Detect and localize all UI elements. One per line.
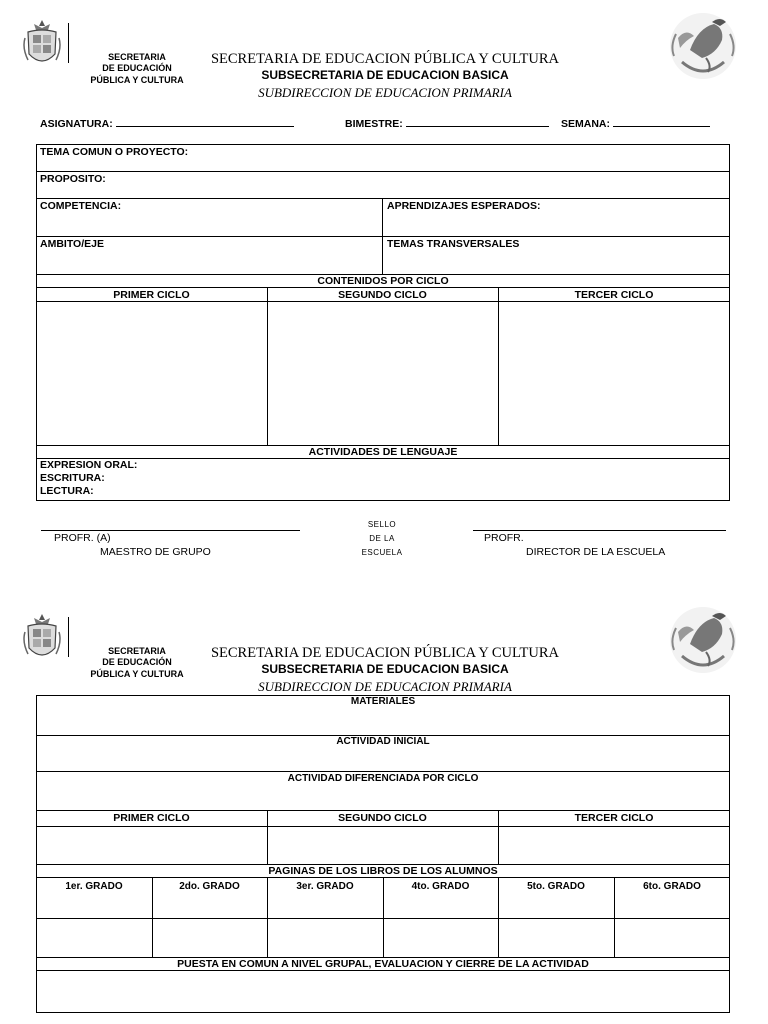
escritura-label: ESCRITURA: (40, 472, 105, 484)
row-divider (36, 970, 730, 971)
grado-5-label: 5to. GRADO (527, 881, 585, 892)
lectura-label: LECTURA: (40, 485, 94, 497)
column-divider (152, 877, 153, 957)
bimestre-label: BIMESTRE: (345, 118, 403, 130)
state-coat-of-arms-icon (22, 18, 62, 70)
teacher-signature-line[interactable] (41, 530, 300, 531)
temas-transversales-label: TEMAS TRANSVERSALES (387, 238, 520, 250)
asignatura-label: ASIGNATURA: (40, 118, 113, 130)
puesta-en-comun-label: PUESTA EN COMUN A NIVEL GRUPAL, EVALUACION Y CIERRE DE LA ACTIVIDAD (177, 958, 589, 970)
column-divider (383, 877, 384, 957)
row-divider (36, 198, 730, 199)
semana-line[interactable] (613, 117, 710, 127)
expresion-oral-label: EXPRESION ORAL: (40, 459, 138, 471)
ciclo-1-label: PRIMER CICLO (113, 289, 190, 301)
row-divider (36, 236, 730, 237)
state-coat-of-arms-icon (22, 612, 62, 664)
bimestre-field[interactable] (345, 117, 549, 130)
column-divider (267, 810, 268, 864)
grado-2-label: 2do. GRADO (179, 881, 240, 892)
mexico-eagle-seal-icon (662, 10, 744, 82)
column-divider (267, 287, 268, 445)
asignatura-line[interactable] (116, 117, 294, 127)
column-divider (267, 877, 268, 957)
director-signature-line[interactable] (473, 530, 726, 531)
row-divider (36, 771, 730, 772)
mexico-eagle-seal-icon (662, 604, 744, 676)
ciclo-1-label: PRIMER CICLO (113, 812, 190, 824)
tema-label: TEMA COMUN O PROYECTO: (40, 146, 189, 158)
bimestre-line[interactable] (406, 117, 549, 127)
header-subtitle: SUBSECRETARIA DE EDUCACION BASICA (261, 68, 509, 82)
page-header-1 (0, 18, 768, 100)
column-divider (498, 810, 499, 864)
semana-label: SEMANA: (561, 118, 610, 130)
row-divider (36, 171, 730, 172)
institution-line-1: SECRETARIA (108, 52, 166, 62)
actividad-inicial-label: ACTIVIDAD INICIAL (336, 736, 430, 747)
materiales-label: MATERIALES (350, 696, 416, 707)
institution-line-3: PÚBLICA Y CULTURA (90, 75, 184, 85)
row-divider (36, 810, 730, 811)
column-divider (498, 287, 499, 445)
ciclo-2-label: SEGUNDO CICLO (338, 289, 427, 301)
row-divider (36, 458, 730, 459)
sello-line-2: DE LA (369, 534, 395, 543)
institution-line-3: PÚBLICA Y CULTURA (90, 669, 184, 679)
header-divider (68, 23, 69, 63)
sello-line-3: ESCUELA (361, 548, 403, 557)
competencia-label: COMPETENCIA: (40, 200, 122, 212)
institution-line-1: SECRETARIA (108, 646, 166, 656)
ambito-label: AMBITO/EJE (40, 238, 104, 250)
institution-line-2: DE EDUCACIÓN (102, 63, 172, 73)
ciclo-3-label: TERCER CICLO (574, 812, 654, 824)
semana-field[interactable] (561, 117, 710, 130)
ciclo-2-label: SEGUNDO CICLO (338, 812, 427, 824)
row-divider (36, 918, 730, 919)
actividades-lenguaje-label: ACTIVIDADES DE LENGUAJE (308, 446, 458, 458)
sello-line-1: SELLO (367, 520, 397, 529)
proposito-label: PROPOSITO: (40, 173, 106, 185)
ciclo-3-label: TERCER CICLO (574, 289, 654, 301)
row-divider (36, 826, 730, 827)
grado-1-label: 1er. GRADO (65, 881, 123, 892)
grado-3-label: 3er. GRADO (296, 881, 354, 892)
grado-6-label: 6to. GRADO (643, 881, 701, 892)
header-title: SECRETARIA DE EDUCACION PÚBLICA Y CULTURA (210, 645, 560, 661)
column-divider (614, 877, 615, 957)
actividad-diferenciada-label: ACTIVIDAD DIFERENCIADA POR CICLO (287, 773, 479, 784)
institution-line-2: DE EDUCACIÓN (102, 657, 172, 667)
header-divider (68, 617, 69, 657)
row-divider (36, 287, 730, 288)
contenidos-label: CONTENIDOS POR CICLO (317, 275, 449, 287)
paginas-label: PAGINAS DE LOS LIBROS DE LOS ALUMNOS (268, 865, 498, 877)
header-subtitle: SUBSECRETARIA DE EDUCACION BASICA (261, 662, 509, 676)
maestro-label: MAESTRO DE GRUPO (100, 546, 211, 558)
column-divider (498, 877, 499, 957)
asignatura-field[interactable] (40, 117, 294, 130)
row-divider (36, 301, 730, 302)
page-header-2 (0, 612, 768, 694)
header-subsubtitle: SUBDIRECCION DE EDUCACION PRIMARIA (258, 85, 512, 100)
header-subsubtitle: SUBDIRECCION DE EDUCACION PRIMARIA (258, 679, 512, 694)
director-label: DIRECTOR DE LA ESCUELA (526, 546, 666, 558)
grado-4-label: 4to. GRADO (411, 881, 470, 892)
profr-label: PROFR. (484, 532, 524, 544)
header-title: SECRETARIA DE EDUCACION PÚBLICA Y CULTURA (210, 51, 560, 67)
profr-a-label: PROFR. (A) (54, 532, 111, 544)
aprendizajes-label: APRENDIZAJES ESPERADOS: (387, 200, 541, 212)
